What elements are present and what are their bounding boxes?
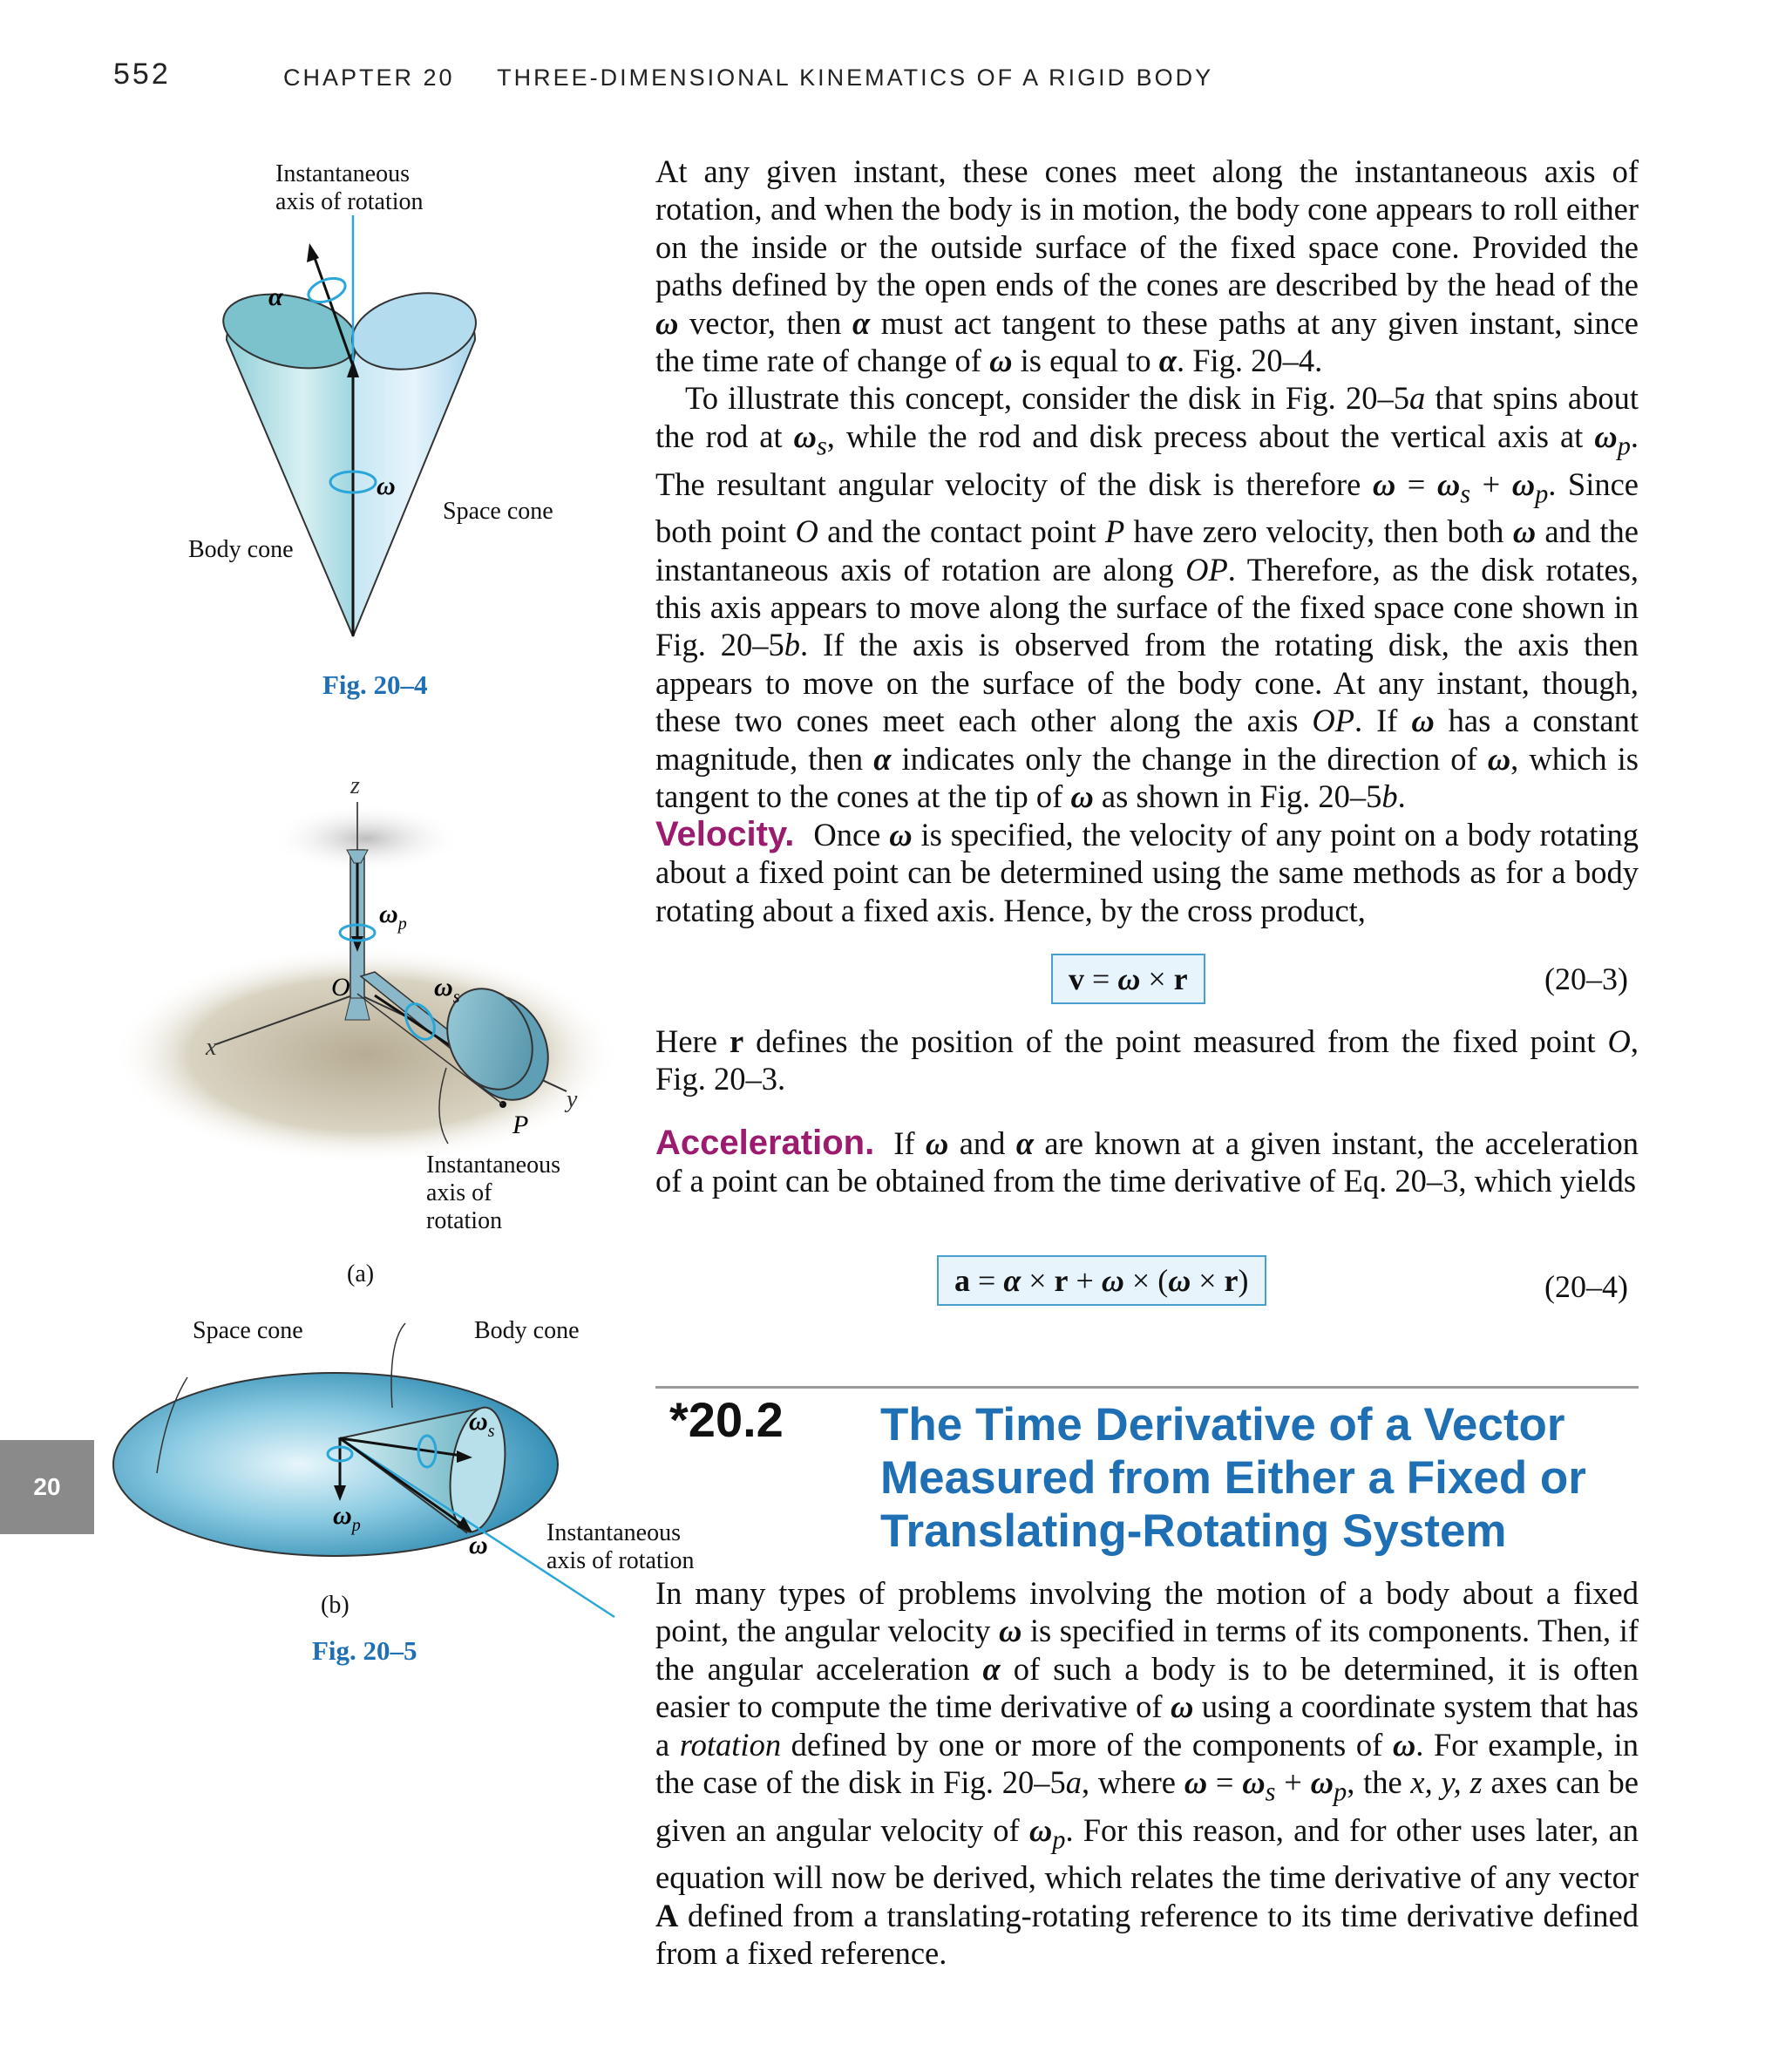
fig-20-4-alpha-label: α bbox=[268, 282, 283, 311]
fig-20-5a-x-label: x bbox=[206, 1034, 217, 1061]
paragraph-time-derivative: In many types of problems involving the motion of a body about a fixed point, the angular velocity ω is specified in terms of its components. Then, if the angular acceleration α of such a body is to be determined, it is often easier to compute the time derivative of ω using a coordinate system that has a rotation defined by one or more of the components of ω. For example, in the case of the disk in Fig. 20–5a, where $\omega = \omega_s + \omega_p$, the x, y, z axes can be given an angular velocity of $\omega_p$. For this reason, and for other uses later, an equation will now be derived, which relates the time derivative of any vector A defined from a translating-rotating reference to its time derivative defined from a fixed reference. bbox=[655, 1575, 1639, 1972]
equation-20-4-number: (20–4) bbox=[1544, 1269, 1628, 1304]
fig-20-5b-omega-p-label: $\omega_p$ bbox=[333, 1501, 361, 1535]
fig-20-5a-axis-label: Instantaneous axis of rotation bbox=[426, 1151, 560, 1234]
acceleration-heading: Acceleration. bbox=[655, 1124, 875, 1162]
fig-20-4-space-cone-label: Space cone bbox=[443, 498, 553, 525]
fig-20-4-body-cone-label: Body cone bbox=[188, 536, 294, 563]
running-head-title: THREE-DIMENSIONAL KINEMATICS OF A RIGID BODY bbox=[497, 65, 1214, 91]
fig-20-5a-O-label: O bbox=[331, 973, 350, 1002]
fig-20-5b-drawing bbox=[105, 1308, 628, 1639]
running-head bbox=[283, 65, 1213, 92]
acceleration-paragraph: Acceleration. If ω and α are known at a given instant, the acceleration of a point can be obtained from the time derivative of Eq. 20–3, which yields bbox=[655, 1124, 1639, 1199]
section-rule bbox=[655, 1386, 1639, 1389]
chapter-tab: 20 bbox=[0, 1440, 94, 1534]
velocity-heading: Velocity. bbox=[655, 815, 795, 853]
fig-20-5a-P-label: P bbox=[512, 1111, 529, 1139]
fig-20-5b-axis-label: Instantaneous axis of rotation bbox=[546, 1519, 695, 1574]
fig-20-4-drawing bbox=[174, 153, 628, 710]
fig-20-5b-space-cone-label: Space cone bbox=[193, 1317, 303, 1344]
velocity-paragraph: Velocity. Once ω is specified, the velocity of any point on a body rotating about a fixed point can be determined using the same methods as for a body rotating about a fixed axis. Hence, by the cross product, bbox=[655, 815, 1639, 928]
equation-20-3-number: (20–3) bbox=[1544, 961, 1628, 996]
fig-20-5a-sublabel: (a) bbox=[347, 1260, 375, 1287]
page-number: 552 bbox=[113, 58, 171, 91]
equation-20-3: v = ω × r bbox=[1051, 954, 1205, 1004]
fig-20-5b-omega-s-label: $\omega_s$ bbox=[469, 1407, 495, 1441]
fig-20-4-caption: Fig. 20–4 bbox=[322, 669, 428, 700]
paragraph-2: To illustrate this concept, consider the disk in Fig. 20–5a that spins about the rod at $\omega_s$, while the rod and disk precess about the vertical axis at $\omega_p$. The resultant angular velocity of the disk is therefore $\omega = \omega_s + \omega_p$. Since both point O and the contact point P have zero velocity, then both ω and the instantaneous axis of rotation are along OP. Therefore, as the disk rotates, this axis appears to move along the surface of the fixed space cone shown in Fig. 20–5b. If the axis is observed from the rotating disk, the axis then appears to move on the surface of the body cone. At any instant, though, these two cones meet each other along the axis OP. If ω has a constant magnitude, then α indicates only the change in the direction of ω, which is tangent to the cones at the tip of ω as shown in Fig. 20–5b. bbox=[655, 380, 1639, 815]
velocity-section bbox=[655, 816, 1639, 929]
paragraph-here: Here r defines the position of the point measured from the fixed point O, Fig. 20–3. bbox=[655, 1023, 1639, 1097]
acceleration-section bbox=[655, 1124, 1639, 1200]
equation-20-4: a = α × r + ω × (ω × r) bbox=[937, 1255, 1266, 1306]
section-title: The Time Derivative of a Vector Measured from Either a Fixed or Translating-Rotating System bbox=[880, 1399, 1586, 1557]
fig-20-5b-body-cone-label: Body cone bbox=[474, 1317, 580, 1344]
fig-20-5-caption: Fig. 20–5 bbox=[312, 1635, 417, 1666]
running-head-chapter: CHAPTER 20 bbox=[283, 65, 455, 91]
paragraph-1: At any given instant, these cones meet along the instantaneous axis of rotation, and when the body is in motion, the body cone appears to roll either on the inside or the outside surface of the fixed space cone. Provided the paths defined by the open ends of the cones are described by the head of the ω vector, then α must act tangent to these paths at any given instant, since the time rate of change of ω is equal to α. Fig. 20–4. bbox=[655, 153, 1639, 379]
fig-20-4-omega-label: ω bbox=[377, 472, 396, 500]
fig-20-5a-omega-s-label: $\omega_s$ bbox=[434, 973, 460, 1007]
fig-20-5b-sublabel: (b) bbox=[321, 1592, 350, 1619]
fig-20-4-axis-label: Instantaneous axis of rotation bbox=[275, 160, 424, 215]
fig-20-5a-z-label: z bbox=[350, 772, 360, 799]
paragraph-cones bbox=[655, 153, 1639, 816]
fig-20-5a-omega-p-label: $\omega_p$ bbox=[379, 900, 407, 934]
fig-20-5b-omega-label: ω bbox=[469, 1531, 488, 1559]
fig-20-5a-y-label: y bbox=[567, 1086, 578, 1113]
section-number: *20.2 bbox=[669, 1392, 784, 1447]
